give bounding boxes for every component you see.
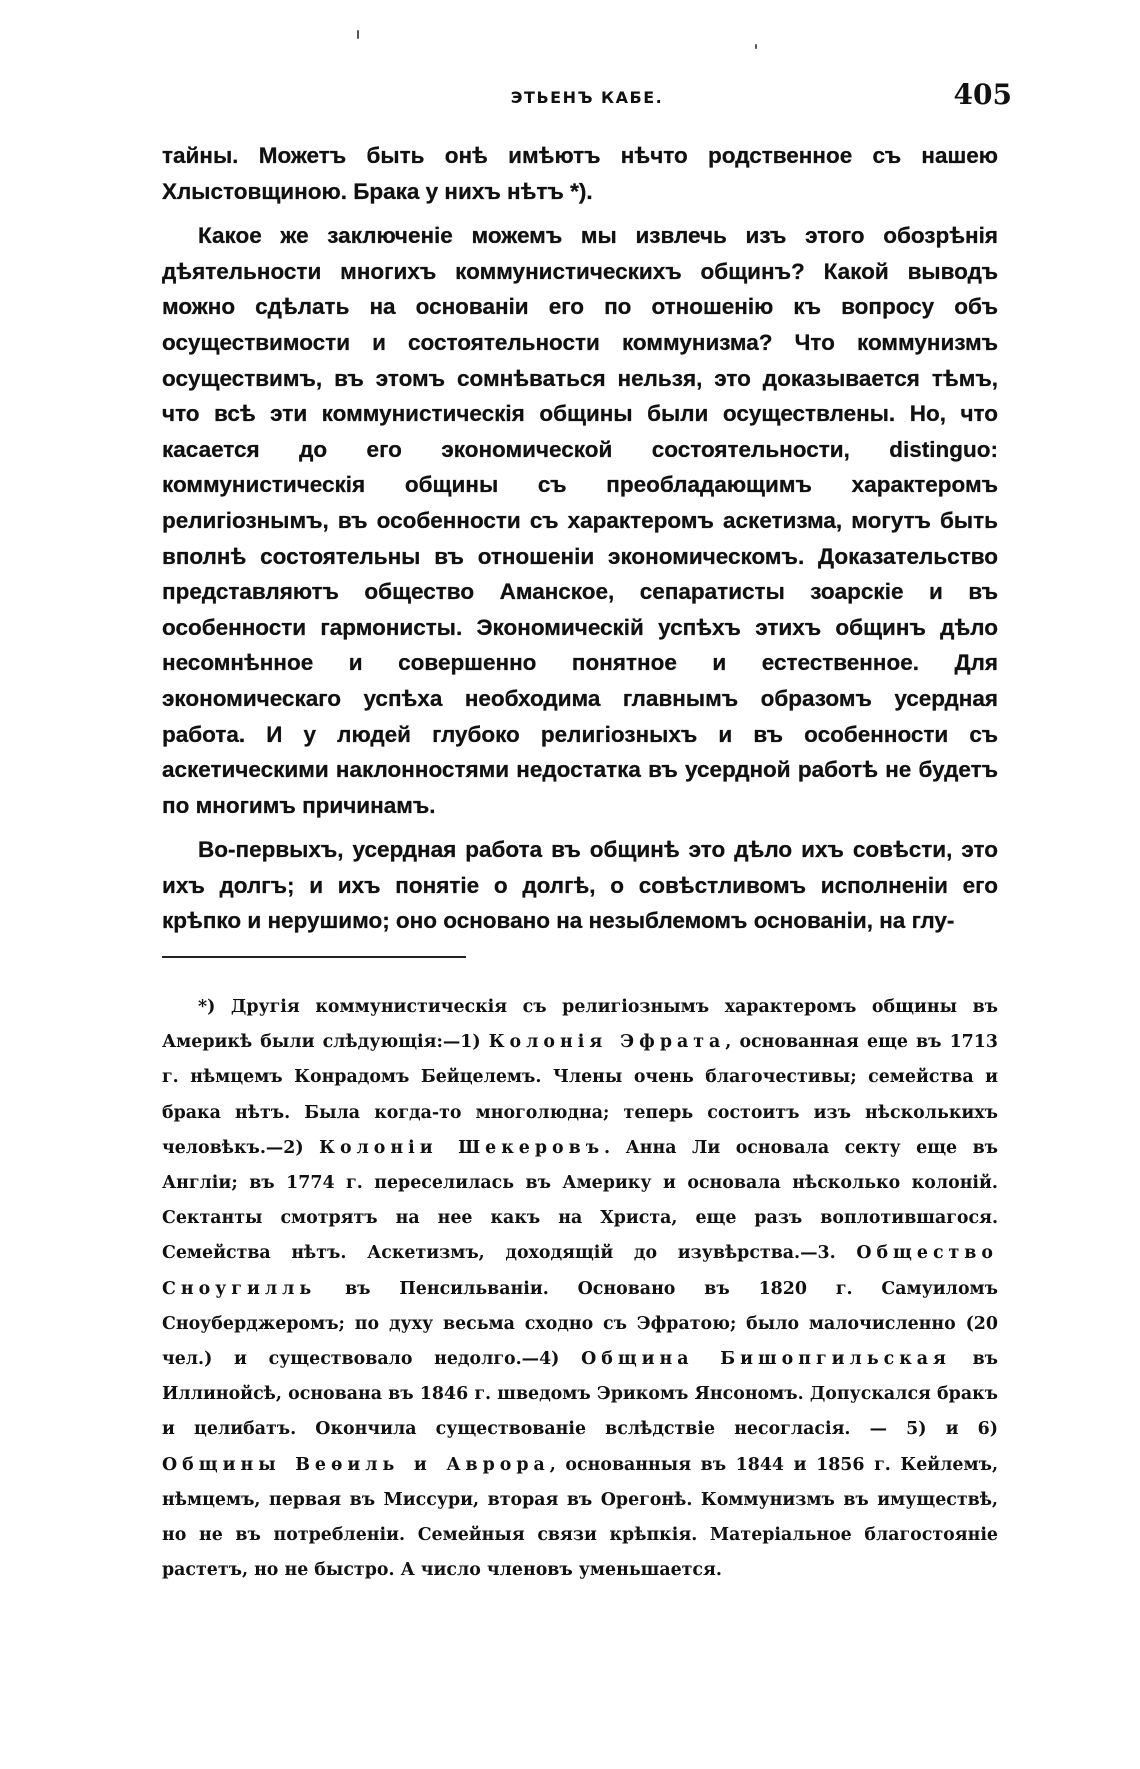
community-name: Колонія Эфрата [488, 1032, 726, 1053]
footnote-paragraph [162, 990, 998, 1588]
footnote-text: въ Иллинойсѣ, основана въ 1846 г. шведомъ Эрикомъ Янсономъ. Допускался бракъ и целибатъ. Окончила существованіе вслѣдствіе несогласія. — 5) и 6) [162, 1349, 998, 1440]
footnote [162, 990, 998, 1588]
footnote-text: . Анна Ли основала секту еще въ Англіи; въ 1774 г. переселилась въ Америку и основала нѣсколько колоній. Сектанты смотрятъ на нее какъ на Христа, еще разъ воплотившагося. Семейства нѣтъ. Аскетизмъ, доходящій до изувѣрства.—3. [162, 1137, 999, 1264]
paragraph: Какое же заключеніе можемъ мы извлечь изъ этого обозрѣнія дѣятельности многихъ коммунистическихъ общинъ? Какой выводъ можно сдѣлать на основаніи его по отношенію къ вопросу объ осуществимости и состоятельности коммунизма? Что коммунизмъ осуществимъ, въ этомъ сомнѣваться нельзя, это доказывается тѣмъ, что всѣ эти коммунистическія общины были осуществлены. Но, что касается до его экономической состоятельности, distinguo: коммунистическія общины съ преобладающимъ характеромъ религіознымъ, въ особенности съ характеромъ аскетизма, могутъ быть вполнѣ состоятельны въ отношеніи экономическомъ. Доказательство представляютъ общество Аманское, сепаратисты зоарскіе и въ особенности гармонисты. Экономическій успѣхъ этихъ общинъ дѣло несомнѣнное и совершенно понятное и естественное. Для экономическаго успѣха необходима главнымъ образомъ усердная работа. И у людей глубоко религіозныхъ и въ особенности съ аскетическими наклонностями недостатка въ усердной работѣ не будетъ по многимъ причинамъ. [162, 223, 998, 818]
print-speck [357, 30, 359, 39]
paragraph: Во-первыхъ, усердная работа въ общинѣ это дѣло ихъ совѣсти, это ихъ долгъ; и ихъ понятіе о долгѣ, о совѣстливомъ исполненіи его крѣпко и нерушимо; оно основано на незыблемомъ основаніи, на глу- [162, 837, 998, 934]
footnote-text: *) Другія коммунистическія съ религіознымъ характеромъ общины въ Америкѣ были слѣдующія:—1) [162, 997, 998, 1053]
running-title: ЭТЬЕНЪ КАБЕ. [510, 88, 664, 107]
main-text [162, 138, 998, 939]
community-name: Общество Сноугилль [162, 1243, 998, 1299]
page-header [162, 78, 1012, 118]
community-name: Колоніи Шекеровъ [319, 1137, 605, 1158]
community-name: Община Бишопгильская [581, 1349, 951, 1370]
paragraph-continued: тайны. Можетъ быть онѣ имѣютъ нѣчто родственное съ нашею Хлыстовщиною. Брака у нихъ нѣтъ *). [162, 143, 998, 204]
footnote-divider [162, 956, 466, 958]
page-number: 405 [953, 78, 1012, 111]
footnote-text: , основанная еще въ 1713 г. нѣмцемъ Конрадомъ Бейцелемъ. Члены очень благочестивы; семейства и брака нѣтъ. Была когда-то многолюдна; теперь состоитъ изъ нѣсколькихъ человѣкъ.—2) [162, 1032, 998, 1158]
footnote-text: , основанныя въ 1844 и 1856 г. Кейлемъ, нѣмцемъ, первая въ Миссури, вторая въ Орегонѣ. Коммунизмъ въ имуществѣ, но не въ потребленіи. Семейныя связи крѣпкія. Матеріальное благостояніе растетъ, но не быстро. А число членовъ уменьшается. [162, 1454, 998, 1581]
footnote-text: въ Пенсильваніи. Основано въ 1820 г. Самуиломъ Сноуберджеромъ; по духу весьма сходно съ Эфратою; было малочисленно (20 чел.) и существовало недолго.—4) [162, 1278, 998, 1370]
print-speck [755, 44, 757, 49]
community-name: Общины Веѳиль и Аврора [162, 1454, 550, 1475]
